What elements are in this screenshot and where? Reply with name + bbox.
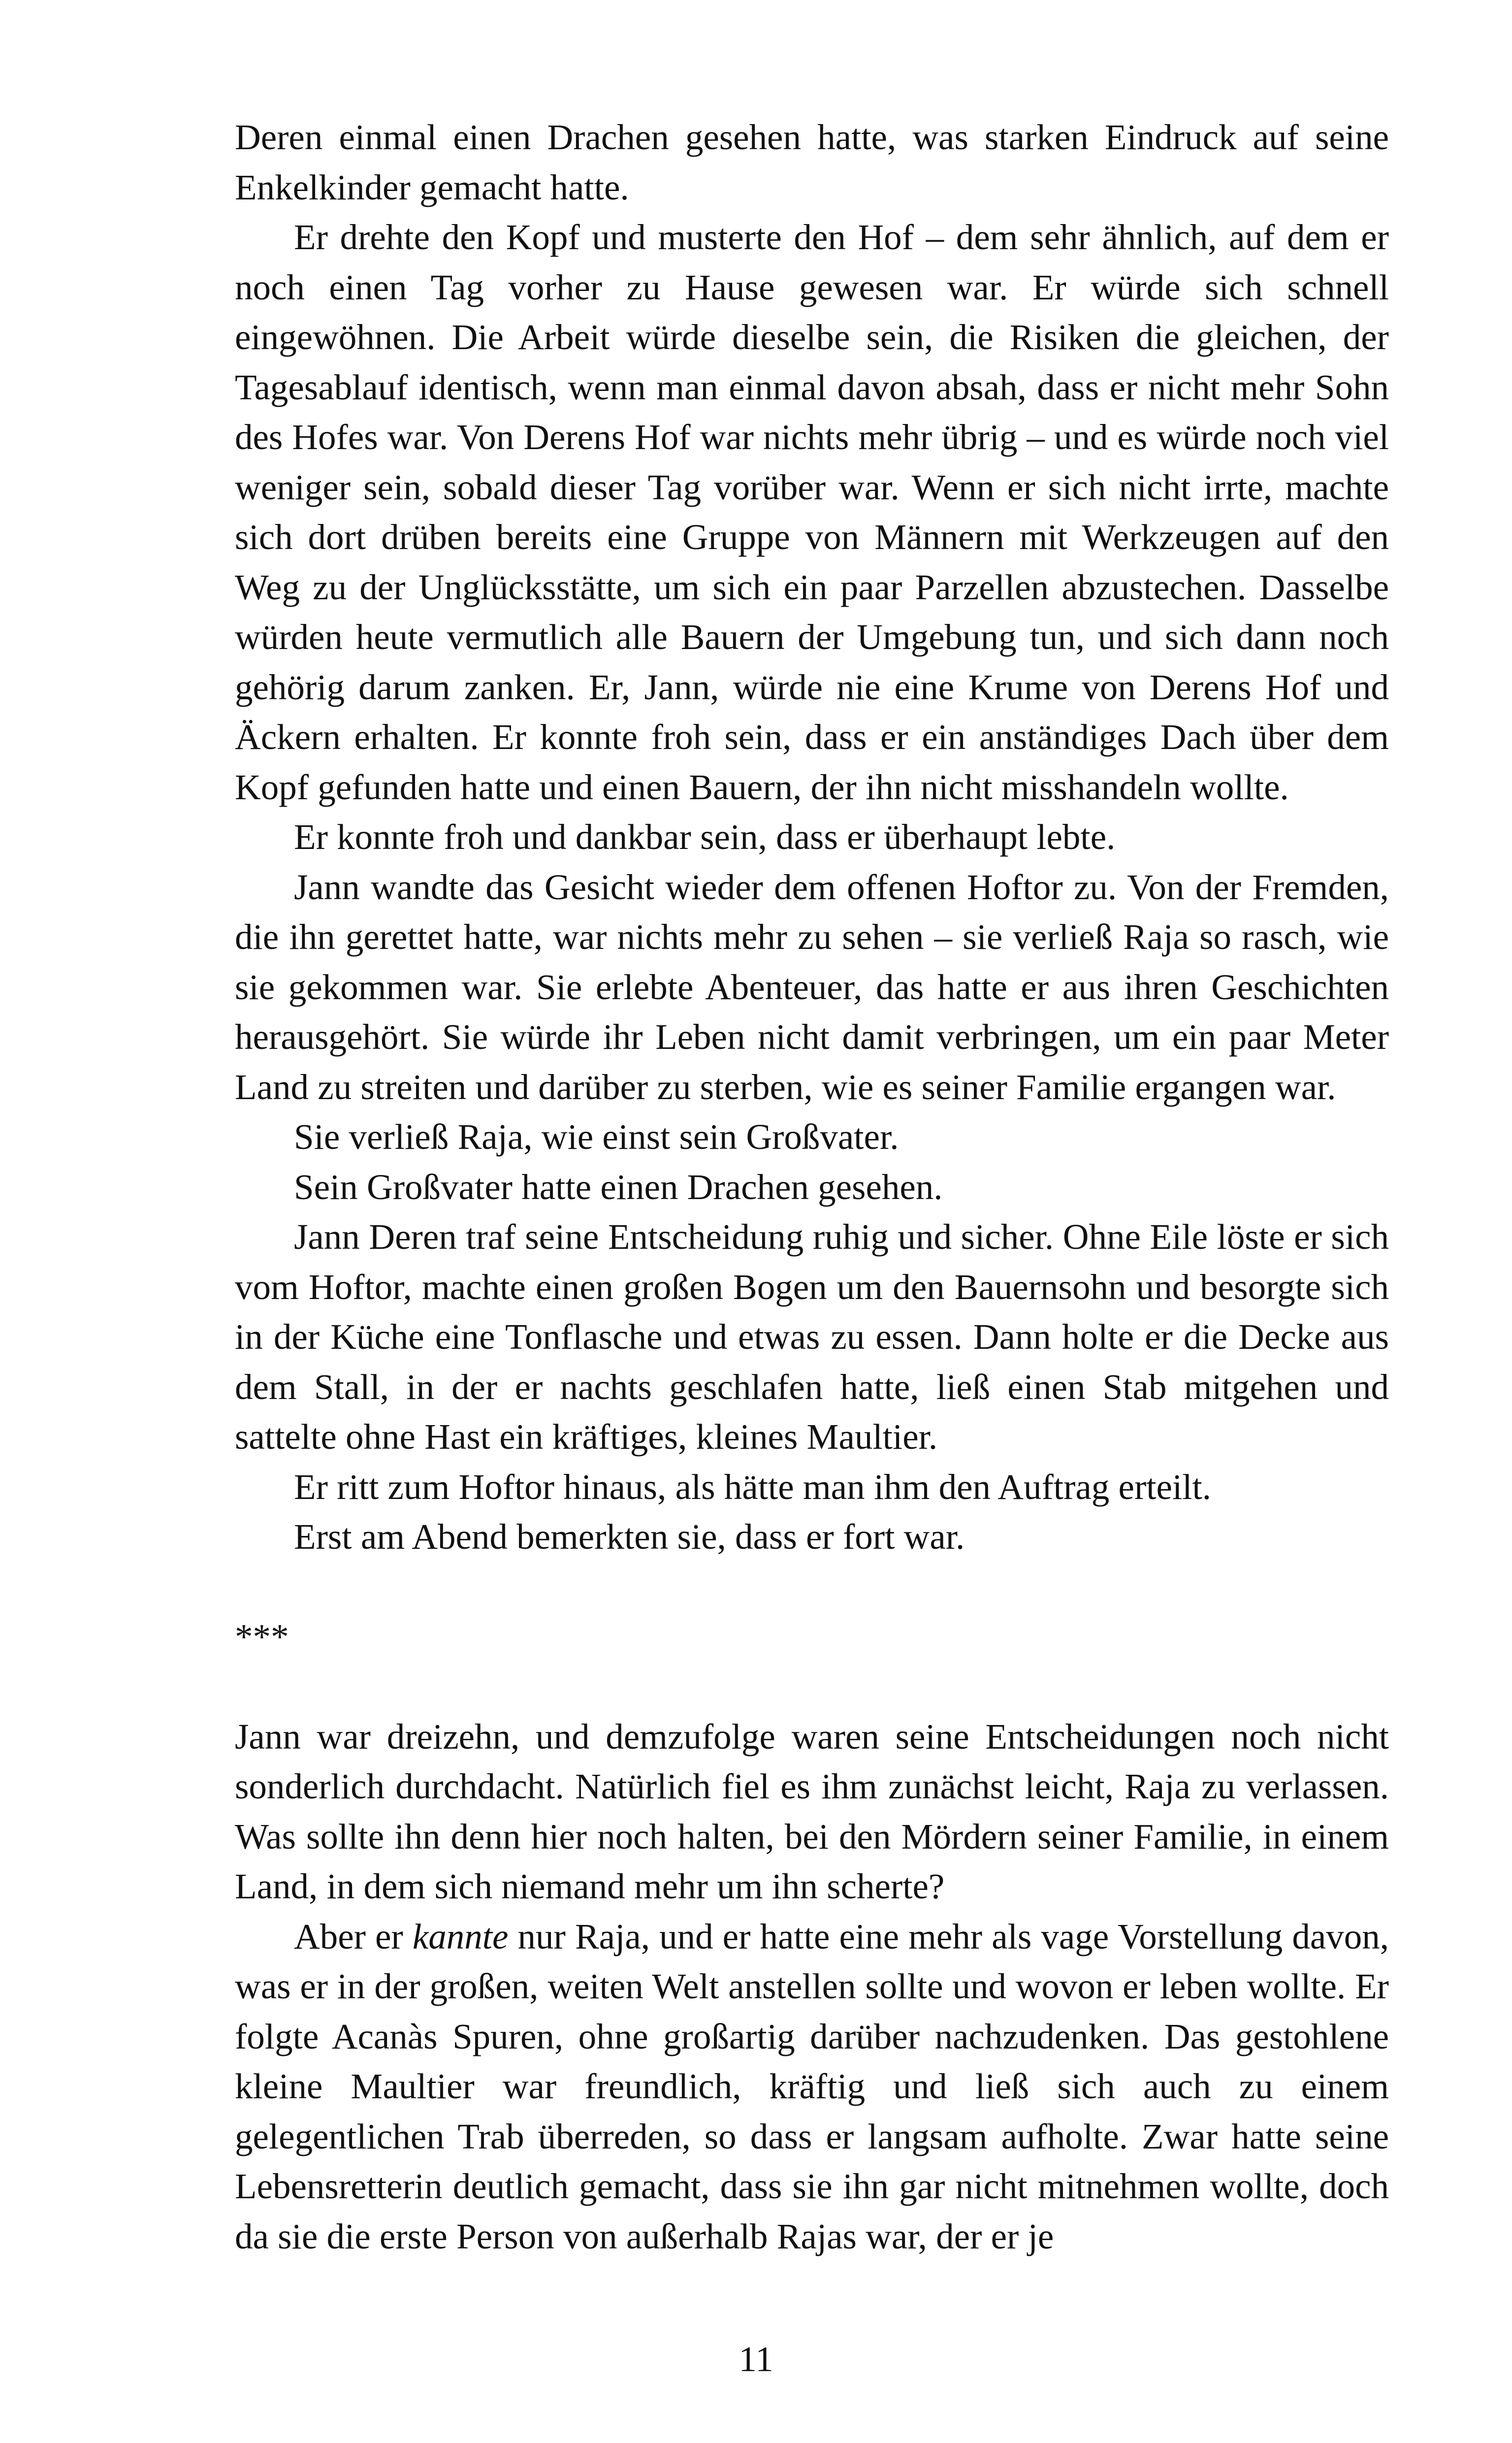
emphasized-word: kannte <box>412 1916 509 1956</box>
paragraph: Er konnte froh und dankbar sein, dass er überhaupt lebte. <box>294 817 1116 857</box>
paragraph: Jann war dreizehn, und demzufolge waren seine Entscheidungen noch nicht sonderlich durchdacht. Natürlich fiel es ihm zunächst leicht, Raja zu verlassen. Was sollte ihn denn hier noch halten, bei den Mördern seiner Familie, in einem Land, in dem sich niemand mehr um ihn scherte? <box>235 1716 1389 1906</box>
section-separator: *** <box>235 1616 289 1657</box>
paragraph: Er ritt zum Hoftor hinaus, als hätte man ihm den Auftrag erteilt. <box>294 1466 1212 1507</box>
paragraph: Sie verließ Raja, wie einst sein Großvater. <box>294 1117 899 1157</box>
paragraph-text: nur Raja, und er hatte eine mehr als vage Vorstellung davon, was er in der großen, weiten Welt anstellen sollte und wovon er leben wollte. Er folgte Acanàs Spuren, ohne großartig darüber nachzudenken. Das gestohlene kleine Maultier war freundlich, kräftig und ließ sich auch zu einem gelegentlichen Trab überreden, so dass er langsam aufholte. Zwar hatte seine Lebensretterin deutlich gemacht, dass sie ihn gar nicht mitnehmen wollte, doch da sie die erste Person von außerhalb Rajas war, der er je <box>235 1916 1389 2256</box>
paragraph: Sein Großvater hatte einen Drachen gesehen. <box>294 1167 943 1207</box>
paragraph-text: Aber er <box>294 1916 413 1956</box>
paragraph: Erst am Abend bemerkten sie, dass er fort war. <box>294 1517 965 1557</box>
page-number: 11 <box>739 2339 773 2379</box>
paragraph: Deren einmal einen Drachen gesehen hatte, was starken Eindruck auf seine Enkelkinder gemacht hatte. <box>235 117 1389 207</box>
paragraph: Jann Deren traf seine Entscheidung ruhig und sicher. Ohne Eile löste er sich vom Hoftor, machte einen großen Bogen um den Bauernsohn und besorgte sich in der Küche eine Tonflasche und etwas zu essen. Dann holte er die Decke aus dem Stall, in der er nachts geschlafen hatte, ließ einen Stab mitgehen und sattelte ohne Hast ein kräftiges, kleines Maultier. <box>235 1217 1389 1457</box>
paragraph <box>235 1912 1389 2262</box>
paragraph: Jann wandte das Gesicht wieder dem offenen Hoftor zu. Von der Fremden, die ihn gerettet hatte, war nichts mehr zu sehen – sie verließ Raja so rasch, wie sie gekommen war. Sie erlebte Abenteuer, das hatte er aus ihren Geschichten herausgehört. Sie würde ihr Leben nicht damit verbringen, um ein paar Meter Land zu streiten und darüber zu sterben, wie es seiner Familie ergangen war. <box>235 867 1389 1107</box>
body-text <box>235 112 1389 2261</box>
paragraph: Er drehte den Kopf und musterte den Hof – dem sehr ähnlich, auf dem er noch einen Tag vorher zu Hause gewesen war. Er würde sich schnell eingewöhnen. Die Arbeit würde dieselbe sein, die Risiken die gleichen, der Tagesablauf identisch, wenn man einmal davon absah, dass er nicht mehr Sohn des Hofes war. Von Derens Hof war nichts mehr übrig – und es würde noch viel weniger sein, sobald dieser Tag vorüber war. Wenn er sich nicht irrte, machte sich dort drüben bereits eine Gruppe von Männern mit Werkzeugen auf den Weg zu der Unglücksstätte, um sich ein paar Parzellen abzustechen. Dasselbe würden heute vermutlich alle Bauern der Umgebung tun, und sich dann noch gehörig darum zanken. Er, Jann, würde nie eine Krume von Derens Hof und Äckern erhalten. Er konnte froh sein, dass er ein anständiges Dach über dem Kopf gefunden hatte und einen Bauern, der ihn nicht misshandeln wollte. <box>235 217 1389 807</box>
